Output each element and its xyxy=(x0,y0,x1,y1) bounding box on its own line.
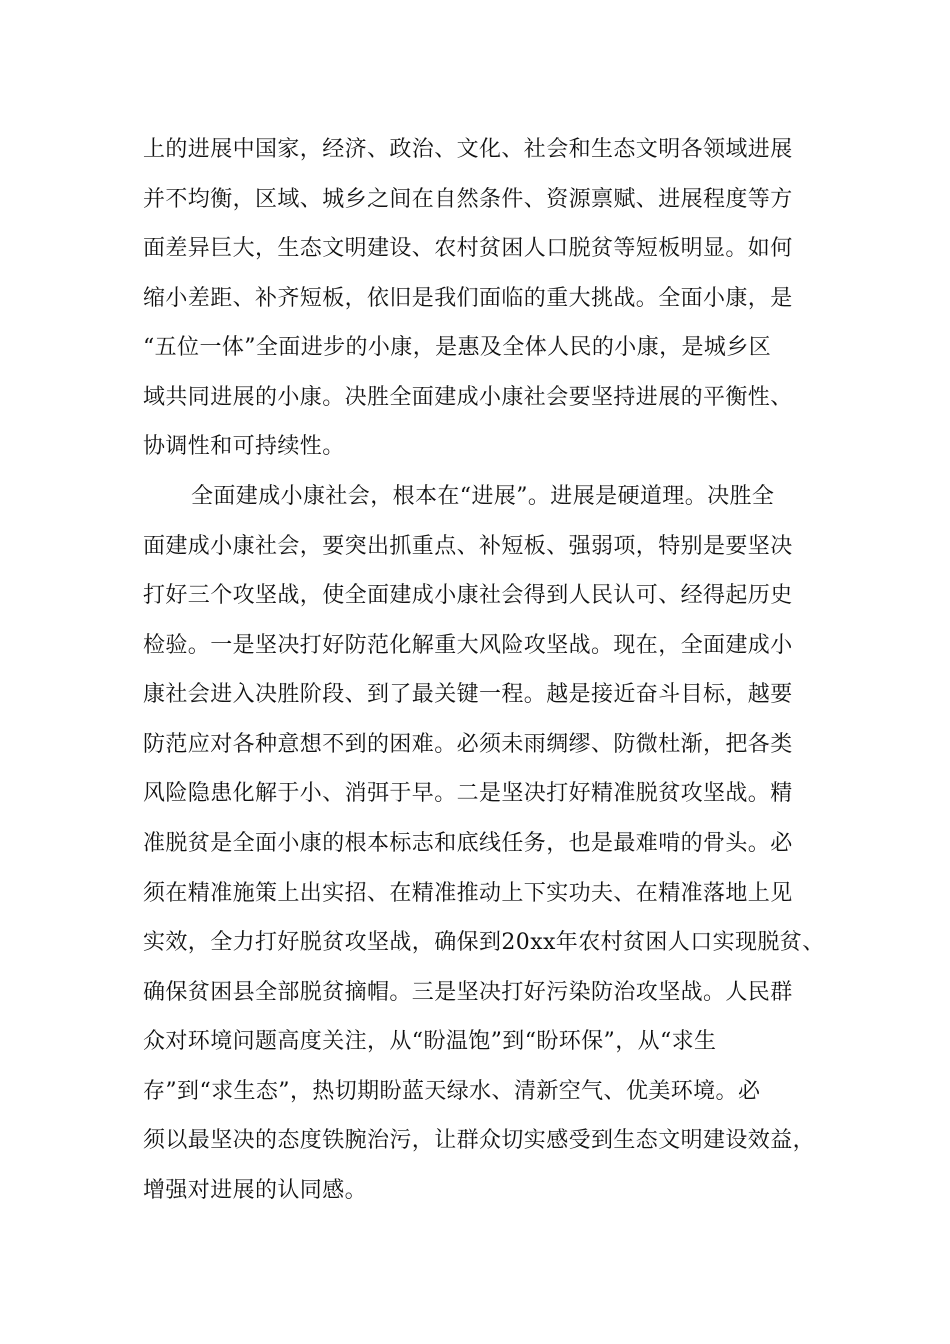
text-line: 全面建成小康社会，根本在“进展”。进展是硬道理。决胜全 xyxy=(191,484,775,509)
text-line: 域共同进展的小康。决胜全面建成小康社会要坚持进展的平衡性、 xyxy=(143,385,793,410)
text-line: 并不均衡，区域、城乡之间在自然条件、资源禀赋、进展程度等方 xyxy=(143,187,793,212)
text-line: 协调性和可持续性。 xyxy=(143,434,345,459)
text-line: 众对环境问题高度关注，从“盼温饱”到“盼环保”，从“求生 xyxy=(143,1029,717,1054)
text-line: 缩小差距、补齐短板，依旧是我们面临的重大挑战。全面小康，是 xyxy=(143,286,793,311)
text-line: 须在精准施策上出实招、在精准推动上下实功夫、在精准落地上见 xyxy=(143,881,793,906)
text-line: 须以最坚决的态度铁腕治污，让群众切实感受到生态文明建设效益， xyxy=(143,1128,816,1153)
text-line: 康社会进入决胜阶段、到了最关键一程。越是接近奋斗目标，越要 xyxy=(143,682,793,707)
text-line: 实效，全力打好脱贫攻坚战，确保到20xx年农村贫困人口实现脱贫、 xyxy=(143,930,825,955)
text-line: 确保贫困县全部脱贫摘帽。三是坚决打好污染防治攻坚战。人民群 xyxy=(143,980,793,1005)
text-line: 风险隐患化解于小、消弭于早。二是坚决打好精准脱贫攻坚战。精 xyxy=(143,781,793,806)
text-line: 防范应对各种意想不到的困难。必须未雨绸缪、防微杜渐，把各类 xyxy=(143,732,793,757)
text-line: 检验。一是坚决打好防范化解重大风险攻坚战。现在，全面建成小 xyxy=(143,633,793,658)
text-line: 上的进展中国家，经济、政治、文化、社会和生态文明各领域进展 xyxy=(143,137,793,162)
text-line: 存”到“求生态”，热切期盼蓝天绿水、清新空气、优美环境。必 xyxy=(143,1079,761,1104)
text-line: 面建成小康社会，要突出抓重点、补短板、强弱项，特别是要坚决 xyxy=(143,534,793,559)
text-line: 面差异巨大，生态文明建设、农村贫困人口脱贫等短板明显。如何 xyxy=(143,236,793,261)
text-line: 增强对进展的认同感。 xyxy=(143,1178,368,1203)
text-line: “五位一体”全面进步的小康，是惠及全体人民的小康，是城乡区 xyxy=(143,335,772,360)
text-line: 打好三个攻坚战，使全面建成小康社会得到人民认可、经得起历史 xyxy=(143,583,793,608)
text-line: 准脱贫是全面小康的根本标志和底线任务，也是最难啃的骨头。必 xyxy=(143,831,793,856)
